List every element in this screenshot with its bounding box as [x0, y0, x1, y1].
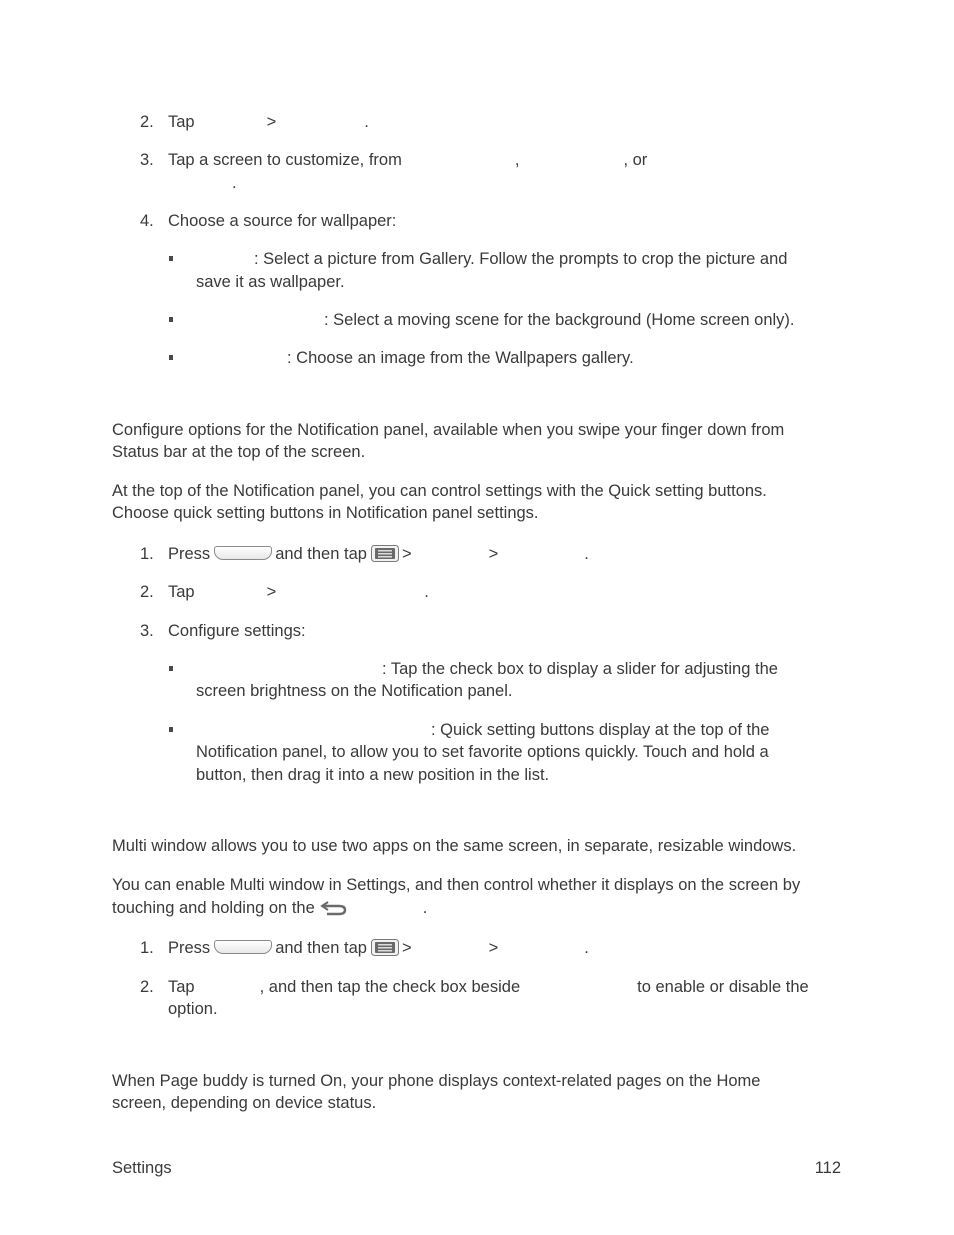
- paragraph: At the top of the Notification panel, you can control settings with the Quick setting buttons.: [112, 482, 767, 500]
- step-number: 2.: [140, 113, 154, 131]
- step-separator: >: [401, 545, 412, 563]
- step-comma: ,: [514, 151, 520, 169]
- paragraph: screen, depending on device status.: [112, 1094, 377, 1112]
- step-text-tail: to enable or disable the: [637, 978, 809, 996]
- footer-section-title: Settings: [112, 1159, 172, 1177]
- step-number: 2.: [140, 978, 154, 996]
- bullet-text: : Tap the check box to display a slider for adjusting the: [382, 660, 778, 678]
- paragraph: Configure options for the Notification panel, available when you swipe your finger down from: [112, 421, 785, 439]
- bullet-text: save it as wallpaper.: [196, 273, 345, 291]
- step-text: Choose a source for wallpaper:: [168, 212, 397, 230]
- step-end: .: [232, 174, 237, 192]
- paragraph: Choose quick setting buttons in Notification panel settings.: [112, 504, 539, 522]
- paragraph: Multi window allows you to use two apps on the same screen, in separate, resizable windows.: [112, 837, 797, 855]
- step-number: 1.: [140, 545, 154, 563]
- step-text: [168, 581, 429, 603]
- menu-key-icon: [371, 939, 399, 956]
- step-number: 1.: [140, 939, 154, 957]
- paragraph: [112, 897, 427, 919]
- bullet-marker: [169, 256, 173, 261]
- bullet-text: : Select a moving scene for the background (Home screen only).: [324, 311, 795, 329]
- step-separator: >: [401, 939, 412, 957]
- step-end: .: [364, 113, 369, 131]
- step-then-tap: and then tap: [275, 939, 367, 957]
- step-text: [168, 111, 369, 133]
- step-text: [168, 149, 647, 171]
- home-key-icon: [214, 940, 272, 954]
- bullet-text: : Quick setting buttons display at the top of the: [431, 721, 770, 739]
- bullet-text: screen brightness on the Notification panel.: [196, 682, 513, 700]
- step-text-tap: Tap: [168, 113, 195, 131]
- step-number: 4.: [140, 212, 154, 230]
- paragraph: You can enable Multi window in Settings, and then control whether it displays on the screen by: [112, 876, 801, 894]
- paragraph: When Page buddy is turned On, your phone displays context-related pages on the Home: [112, 1072, 761, 1090]
- step-text: Configure settings:: [168, 622, 306, 640]
- bullet-marker: [169, 317, 173, 322]
- bullet-text: Notification panel, to allow you to set favorite options quickly. Touch and hold a: [196, 743, 769, 761]
- step-separator: >: [266, 583, 277, 601]
- step-text: option.: [168, 1000, 218, 1018]
- step-then-tap: and then tap: [275, 545, 367, 563]
- step-number: 2.: [140, 583, 154, 601]
- back-key-icon: [319, 899, 349, 916]
- bullet-marker: [169, 355, 173, 360]
- step-end: .: [584, 939, 589, 957]
- paragraph: Status bar at the top of the screen.: [112, 443, 366, 461]
- paragraph-end: .: [422, 899, 428, 917]
- step-text-a: Tap a screen to customize, from: [168, 151, 402, 169]
- step-number: 3.: [140, 622, 154, 640]
- bullet-text: : Select a picture from Gallery. Follow the prompts to crop the picture and: [254, 250, 788, 268]
- bullet-marker: [169, 666, 173, 671]
- bullet-text: : Choose an image from the Wallpapers gallery.: [287, 349, 634, 367]
- step-number: 3.: [140, 151, 154, 169]
- step-text-mid: , and then tap the check box beside: [259, 978, 521, 996]
- step-or: , or: [623, 151, 648, 169]
- paragraph-text: touching and holding on the: [112, 899, 315, 917]
- step-tap: Tap: [168, 978, 195, 996]
- step-end: .: [584, 545, 589, 563]
- step-press: Press: [168, 939, 211, 957]
- step-text: [168, 976, 809, 998]
- step-tap: Tap: [168, 583, 195, 601]
- step-separator: >: [488, 545, 499, 563]
- step-press: Press: [168, 545, 211, 563]
- bullet-marker: [169, 727, 173, 732]
- home-key-icon: [214, 546, 272, 560]
- bullet-text: button, then drag it into a new position in the list.: [196, 766, 550, 784]
- step-separator: >: [488, 939, 499, 957]
- page-number: 112: [814, 1159, 841, 1177]
- menu-key-icon: [371, 545, 399, 562]
- step-text: [168, 937, 589, 959]
- step-text: [168, 543, 589, 565]
- step-end: .: [424, 583, 429, 601]
- step-separator: >: [266, 113, 277, 131]
